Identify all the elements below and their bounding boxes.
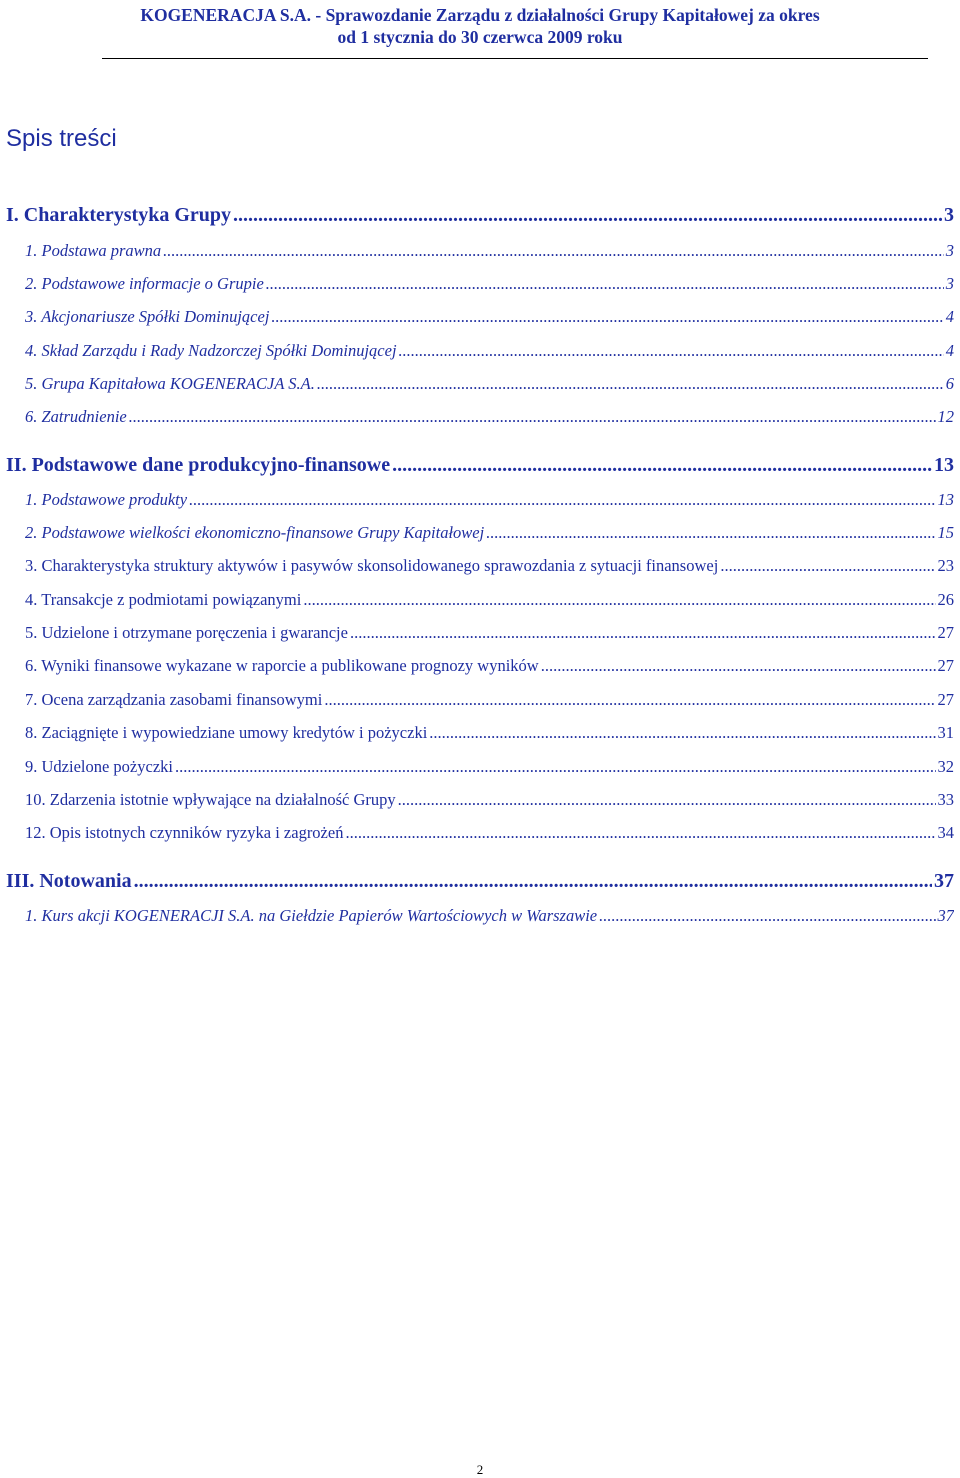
toc-dot-leader xyxy=(175,756,936,778)
toc-dot-leader xyxy=(541,655,936,677)
toc-entry-page: 12 xyxy=(937,407,954,426)
toc-dot-leader xyxy=(345,822,935,844)
toc-entry-2-6[interactable] xyxy=(25,655,954,677)
toc-entry-section-3[interactable] xyxy=(6,868,954,894)
toc-entry-page: 37 xyxy=(934,870,954,892)
toc-entry-label: 8. Zaciągnięte i wypowiedziane umowy kredytów i pożyczki xyxy=(25,723,428,742)
toc-entry-label: 2. Podstawowe informacje o Grupie xyxy=(25,274,264,293)
toc-dot-leader xyxy=(271,306,943,328)
toc-entry-page: 6 xyxy=(945,374,954,393)
toc-entry-2-7[interactable] xyxy=(25,689,954,711)
toc-entry-section-1[interactable] xyxy=(6,202,954,228)
toc-entry-label: 1. Kurs akcji KOGENERACJI S.A. na Giełdzie Papierów Wartościowych w Warszawie xyxy=(25,906,598,925)
header-line-2: od 1 stycznia do 30 czerwca 2009 roku xyxy=(337,27,623,47)
toc-entry-page: 27 xyxy=(937,690,954,709)
toc-entry-2-5[interactable] xyxy=(25,622,954,644)
toc-dot-leader xyxy=(189,489,935,511)
toc-entry-label: 1. Podstawowe produkty xyxy=(25,490,188,509)
toc-entry-page: 4 xyxy=(945,307,954,326)
toc-dot-leader xyxy=(720,555,935,577)
toc-entry-label: 3. Charakterystyka struktury aktywów i pasywów skonsolidowanego sprawozdania z sytuacji finansowej xyxy=(25,556,719,575)
toc-entry-2-12[interactable] xyxy=(25,822,954,844)
toc-entry-1-6[interactable] xyxy=(25,406,954,428)
toc-entry-section-2[interactable] xyxy=(6,452,954,478)
toc-entry-2-2[interactable] xyxy=(25,522,954,544)
toc-entry-3-1[interactable] xyxy=(25,905,954,927)
toc-title: Spis treści xyxy=(6,125,117,152)
toc-entry-page: 3 xyxy=(945,274,954,293)
toc-dot-leader xyxy=(398,789,936,811)
toc-entry-page: 27 xyxy=(937,656,954,675)
toc-entry-1-4[interactable] xyxy=(25,340,954,362)
toc-entry-page: 15 xyxy=(937,523,954,542)
toc-entry-page: 13 xyxy=(934,454,954,476)
toc-dot-leader xyxy=(163,240,944,262)
toc-dot-leader xyxy=(129,406,936,428)
toc-dot-leader xyxy=(599,905,935,927)
toc-entry-label: III. Notowania xyxy=(6,870,132,892)
toc-entry-page: 26 xyxy=(937,590,954,609)
toc-dot-leader xyxy=(317,373,944,395)
toc-entry-page: 37 xyxy=(937,906,954,925)
toc-entry-page: 23 xyxy=(937,556,954,575)
toc-dot-leader xyxy=(324,689,935,711)
toc-entry-label: 2. Podstawowe wielkości ekonomiczno-finansowe Grupy Kapitałowej xyxy=(25,523,485,542)
toc-entry-label: I. Charakterystyka Grupy xyxy=(6,204,232,226)
toc-entry-label: 6. Zatrudnienie xyxy=(25,407,127,426)
toc-entry-2-1[interactable] xyxy=(25,489,954,511)
toc-entry-label: 4. Transakcje z podmiotami powiązanymi xyxy=(25,590,302,609)
toc-entry-2-3[interactable] xyxy=(25,555,954,577)
page-number: 2 xyxy=(476,1462,484,1477)
toc-entry-label: 4. Skład Zarządu i Rady Nadzorczej Spółki Dominującej xyxy=(25,341,397,360)
toc-entry-1-1[interactable] xyxy=(25,240,954,262)
toc-entry-label: II. Podstawowe dane produkcyjno-finansowe xyxy=(6,454,391,476)
toc-dot-leader xyxy=(266,273,944,295)
toc-entry-1-2[interactable] xyxy=(25,273,954,295)
toc-dot-leader xyxy=(233,202,942,228)
toc-dot-leader xyxy=(350,622,936,644)
toc-entry-1-3[interactable] xyxy=(25,306,954,328)
toc-entry-2-10[interactable] xyxy=(25,789,954,811)
toc-entry-label: 7. Ocena zarządzania zasobami finansowymi xyxy=(25,690,323,709)
toc-entry-page: 27 xyxy=(937,623,954,642)
toc-dot-leader xyxy=(486,522,935,544)
toc-entry-page: 31 xyxy=(937,723,954,742)
toc-entry-2-4[interactable] xyxy=(25,589,954,611)
toc-entry-2-9[interactable] xyxy=(25,756,954,778)
toc-entry-page: 13 xyxy=(937,490,954,509)
toc-entry-2-8[interactable] xyxy=(25,722,954,744)
toc-entry-page: 3 xyxy=(945,241,954,260)
toc-dot-leader xyxy=(429,722,935,744)
toc-entry-page: 3 xyxy=(944,204,954,226)
toc-entry-label: 6. Wyniki finansowe wykazane w raporcie a publikowane prognozy wyników xyxy=(25,656,539,675)
toc-entry-page: 34 xyxy=(937,823,954,842)
toc-entry-label: 12. Opis istotnych czynników ryzyka i zagrożeń xyxy=(25,823,344,842)
toc-entry-page: 33 xyxy=(937,790,954,809)
toc-entry-label: 9. Udzielone pożyczki xyxy=(25,757,173,776)
toc-dot-leader xyxy=(134,868,932,894)
toc-entry-1-5[interactable] xyxy=(25,373,954,395)
toc-entry-label: 10. Zdarzenia istotnie wpływające na działalność Grupy xyxy=(25,790,396,809)
toc-dot-leader xyxy=(303,589,935,611)
toc-entry-label: 5. Udzielone i otrzymane poręczenia i gwarancje xyxy=(25,623,348,642)
header-line-1: KOGENERACJA S.A. - Sprawozdanie Zarządu z działalności Grupy Kapitałowej za okres xyxy=(140,5,820,25)
toc-entry-label: 1. Podstawa prawna xyxy=(25,241,162,260)
toc-entry-label: 5. Grupa Kapitałowa KOGENERACJA S.A. xyxy=(25,374,315,393)
toc-dot-leader xyxy=(392,452,932,478)
toc-entry-page: 4 xyxy=(945,341,954,360)
toc-entry-page: 32 xyxy=(937,757,954,776)
toc-dot-leader xyxy=(399,340,944,362)
toc-entry-label: 3. Akcjonariusze Spółki Dominującej xyxy=(25,307,270,326)
